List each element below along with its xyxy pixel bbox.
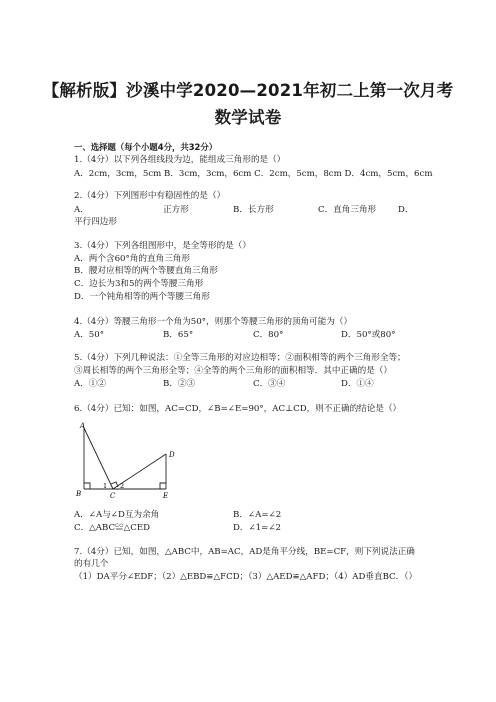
question-5-option-d: D．①④ (341, 379, 374, 389)
question-3-option-c: C．边长为3和5的两个等腰三角形 (74, 279, 204, 289)
question-5-stem-line1: 5.（4分）下列几种说法：①全等三角形的对应边相等；②面积相等的两个三角形全等； (74, 353, 406, 363)
exam-title-line2: 数学试卷 (214, 108, 282, 127)
question-2-option-d: D． (398, 205, 414, 215)
question-2-option-d-continued: 平行四边形 (74, 217, 117, 227)
label-d: D (169, 451, 175, 459)
question-4-option-b: B．65° (163, 330, 194, 340)
question-5-stem-line2: ③周长相等的两个三角形全等；④全等的两个三角形的面积相等．其中正确的是（） (74, 366, 392, 376)
question-3-stem: 3.（4分）下列各组图形中，是全等形的是（） (74, 241, 251, 251)
question-2-option-a: A． (74, 205, 89, 215)
question-3-option-a: A．两个含60°角的直角三角形 (74, 254, 190, 264)
label-angle-1: 1 (103, 482, 108, 490)
label-c: C (110, 492, 116, 500)
label-e: E (163, 492, 169, 500)
question-6-option-c: C．△ABC≌△CED (74, 523, 150, 533)
right-angle-b-mark (84, 483, 90, 489)
label-b: B (76, 490, 82, 498)
exam-title-line1: 【解析版】沙溪中学2020—2021年初二上第一次月考 (42, 81, 454, 100)
label-a: A (80, 422, 86, 430)
question-6-option-a: A．∠A与∠D互为余角 (74, 510, 160, 520)
question-2-option-b: B．长方形 (233, 205, 274, 215)
question-2-option-c: C．直角三角形 (318, 205, 377, 215)
question-4-option-c: C．80° (253, 330, 284, 340)
question-3-option-d: D．一个钝角相等的两个等腰三角形 (74, 292, 210, 302)
question-5-option-b: B．②③ (163, 379, 196, 389)
question-2-option-a-text: 正方形 (163, 205, 189, 215)
question-2-stem: 2.（4分）下列图形中有稳固性的是（） (74, 191, 226, 201)
question-5-option-a: A．①② (74, 379, 106, 389)
question-6-option-d: D．∠1=∠2 (233, 523, 282, 533)
question-6-figure (74, 420, 184, 500)
question-4-option-d: D．50°或80° (341, 330, 396, 340)
question-1-options: A．2cm，3cm，5cm B．3cm，3cm，6cm C．2cm，5cm，8cm D．4cm，5cm，6cm (74, 169, 433, 179)
segment-ac (84, 428, 113, 489)
section-heading: 一、选择题（每个小题4分，共32分） (74, 142, 218, 152)
question-4-option-a: A．50° (74, 330, 105, 340)
question-3-option-b: B．腰对应相等的两个等腰直角三角形 (74, 266, 218, 276)
question-5-option-c: C．③④ (253, 379, 286, 389)
right-angle-e-mark (160, 483, 166, 489)
question-6-stem: 6.（4分）已知：如图，AC=CD，∠B=∠E=90°，AC⊥CD，则不正确的结论是（） (74, 404, 402, 414)
question-7-stem-line1: 7.（4分）已知，如图，△ABC中，AB=AC，AD是角平分线，BE=CF，则下列说法正确 (74, 547, 415, 557)
question-4-stem: 4.（4分）等腰三角形一个角为50°，则那个等腰三角形的顶角可能为（） (74, 317, 353, 327)
label-angle-2: 2 (120, 482, 125, 490)
question-6-option-b: B．∠A=∠2 (233, 510, 282, 520)
question-7-stem-line3: （1）DA平分∠EDF；（2）△EBD≌△FCD；（3）△AED≌△AFD；（4）AD垂直BC．（） (74, 572, 418, 582)
question-7-stem-line2: 的有几个 (74, 559, 109, 569)
question-1-stem: 1.（4分）以下列各组线段为边，能组成三角形的是（） (74, 155, 286, 165)
